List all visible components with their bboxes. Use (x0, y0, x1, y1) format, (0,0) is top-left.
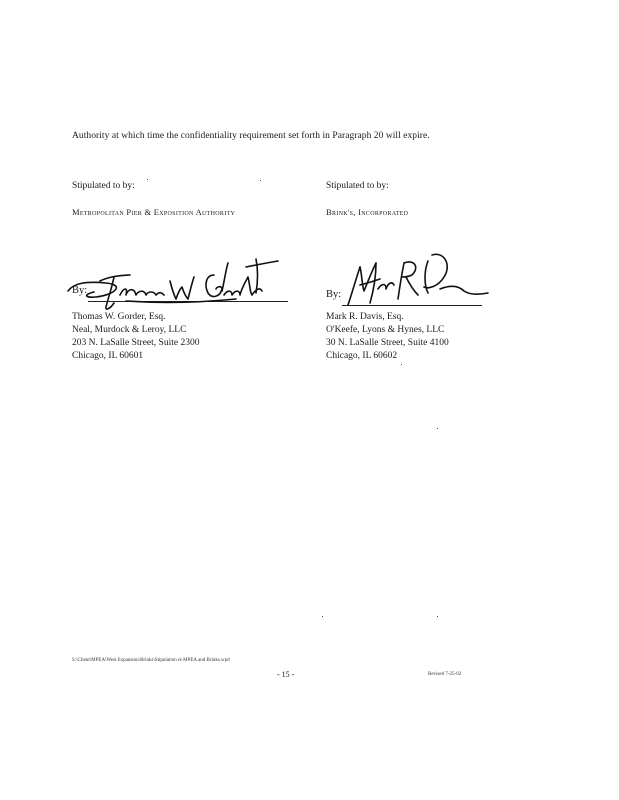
signature-area-right (326, 221, 526, 311)
scan-speck (322, 616, 323, 617)
firm-name-left: Neal, Murdock & Leroy, LLC (72, 325, 187, 335)
handwritten-signature-left (66, 229, 286, 313)
scan-speck (437, 428, 438, 429)
handwritten-signature-right (340, 245, 490, 315)
scan-speck (147, 179, 148, 180)
party-name-left: Metropolitan Pier & Exposition Authority (72, 207, 236, 217)
street-address-left: 203 N. LaSalle Street, Suite 2300 (72, 338, 200, 348)
signer-name-right: Mark R. Davis, Esq. (326, 312, 404, 322)
scan-speck (260, 180, 261, 181)
signature-block-right (326, 181, 526, 363)
street-address-right: 30 N. LaSalle Street, Suite 4100 (326, 338, 449, 348)
page-number: - 15 - (277, 670, 295, 679)
city-state-zip-right: Chicago, IL 60602 (326, 351, 398, 361)
revised-date: Revised 7-25-02 (428, 672, 462, 677)
stipulated-label-left: Stipulated to by: (72, 181, 135, 191)
party-name-right: Brink's, Incorporated (326, 207, 409, 217)
by-label-left: By: (72, 285, 88, 296)
by-label-right: By: (326, 289, 342, 300)
signer-name-left: Thomas W. Gorder, Esq. (72, 312, 166, 322)
city-state-zip-left: Chicago, IL 60601 (72, 351, 144, 361)
intro-paragraph: Authority at which time the confidentiality requirement set forth in Paragraph 20 will expire. (72, 131, 430, 141)
stipulated-label-right: Stipulated to by: (326, 181, 389, 191)
signature-block-left (72, 181, 302, 363)
scan-speck (437, 616, 438, 617)
signature-area-left (72, 221, 302, 311)
firm-name-right: O'Keefe, Lyons & Hynes, LLC (326, 325, 445, 335)
scan-speck (401, 364, 402, 365)
footer-file-path: S:\Client\MPEA\West Expansion\Brinks\Stipulation re MPEA and Brinks.wpd (72, 658, 230, 663)
